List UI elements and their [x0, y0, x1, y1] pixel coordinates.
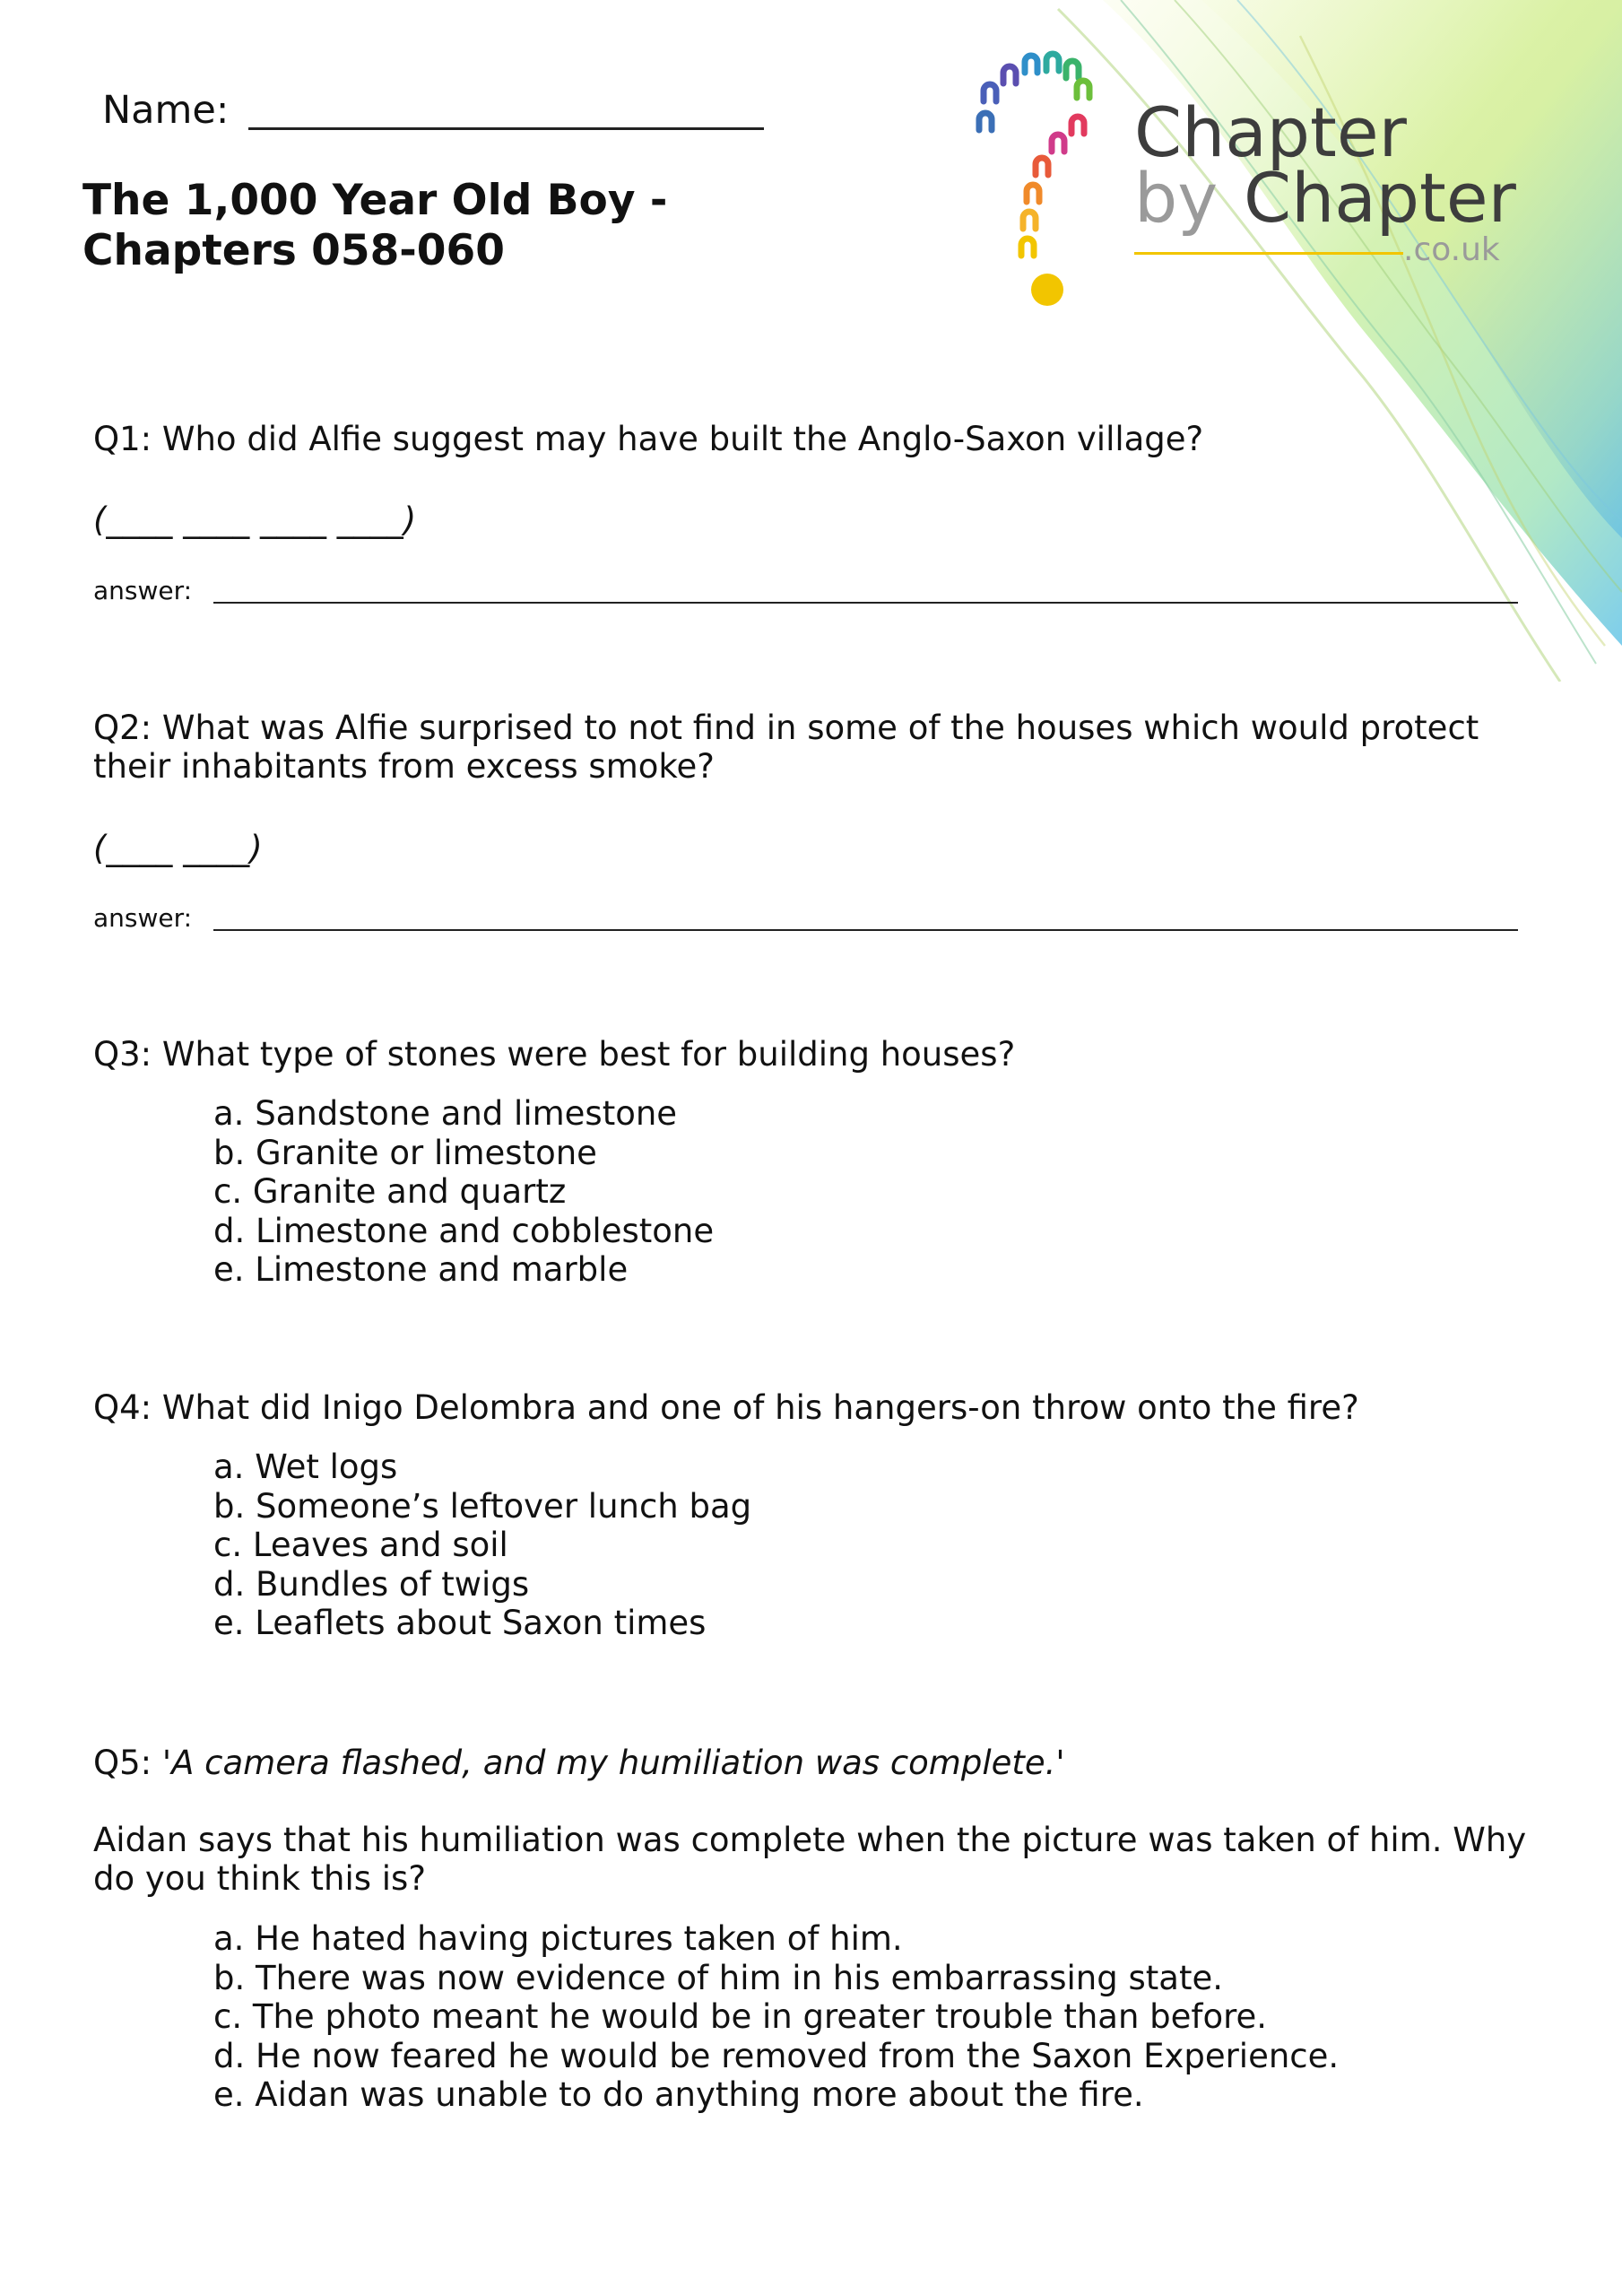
title-line-1: The 1,000 Year Old Boy -	[82, 176, 668, 225]
question-3: Q3: What type of stones were best for building houses?	[93, 1035, 1016, 1074]
logo-word-chapter: Chapter	[1134, 92, 1407, 172]
question-5-options	[213, 1919, 1339, 2115]
option-d[interactable]: d. He now feared he would be removed from the Saxon Experience.	[213, 2036, 1340, 2075]
worksheet-title	[82, 176, 764, 276]
option-d[interactable]: d. Bundles of twigs	[213, 1564, 530, 1604]
question-4: Q4: What did Inigo Delombra and one of his hangers-on throw onto the fire?	[93, 1388, 1359, 1427]
name-field-row	[102, 88, 764, 133]
question-5-quote-line	[93, 1744, 1528, 1782]
option-e[interactable]: e. Aidan was unable to do anything more about the fire.	[213, 2075, 1144, 2114]
option-c[interactable]: c. The photo meant he would be in greater trouble than before.	[213, 1997, 1268, 2036]
name-label: Name:	[102, 88, 230, 133]
option-d[interactable]: d. Limestone and cobblestone	[213, 1211, 715, 1250]
question-2-answer-line[interactable]	[213, 906, 1518, 931]
question-5-quote: 'A camera flashed, and my humiliation was complete.'	[161, 1744, 1065, 1782]
logo-word-chapter-2: Chapter	[1244, 158, 1516, 238]
option-a[interactable]: a. He hated having pictures taken of him.	[213, 1919, 903, 1958]
question-2-hint: (____ ____)	[93, 829, 263, 867]
name-input-line[interactable]	[248, 90, 764, 130]
logo-underline	[1134, 252, 1403, 255]
option-a[interactable]: a. Wet logs	[213, 1448, 398, 1486]
question-5: Aidan says that his humiliation was complete when the picture was taken of him. Why do you think this is?	[93, 1821, 1527, 1898]
option-b[interactable]: b. Someone’s leftover lunch bag	[213, 1486, 752, 1526]
question-3-options	[213, 1094, 714, 1290]
question-1-hint: (____ ____ ____ ____)	[93, 500, 417, 539]
option-a[interactable]: a. Sandstone and limestone	[213, 1094, 678, 1133]
question-2-answer-row	[93, 903, 1518, 933]
title-line-2: Chapters 058-060	[82, 226, 505, 275]
question-4-options	[213, 1448, 751, 1643]
question-1-answer-line[interactable]	[213, 578, 1518, 604]
option-c[interactable]: c. Granite and quartz	[213, 1172, 567, 1211]
logo-word-couk: .co.uk	[1403, 231, 1500, 268]
option-b[interactable]: b. Granite or limestone	[213, 1133, 597, 1172]
question-1-answer-row	[93, 578, 1518, 604]
question-mark-logo-icon	[964, 49, 1143, 318]
option-b[interactable]: b. There was now evidence of him in his embarrassing state.	[213, 1958, 1223, 1997]
option-e[interactable]: e. Leaflets about Saxon times	[213, 1604, 707, 1642]
question-5-label: Q5:	[93, 1744, 152, 1782]
logo-word-by: by	[1134, 158, 1219, 238]
option-c[interactable]: c. Leaves and soil	[213, 1526, 508, 1564]
option-e[interactable]: e. Limestone and marble	[213, 1250, 629, 1289]
answer-label: answer:	[93, 903, 193, 933]
question-1: Q1: Who did Alfie suggest may have built the Anglo-Saxon village?	[93, 420, 1204, 458]
chapter-by-chapter-logo	[964, 49, 1538, 318]
question-2: Q2: What was Alfie surprised to not find in some of the houses which would protect their inhabitants from excess smoke?	[93, 709, 1479, 786]
answer-label: answer:	[93, 576, 193, 605]
